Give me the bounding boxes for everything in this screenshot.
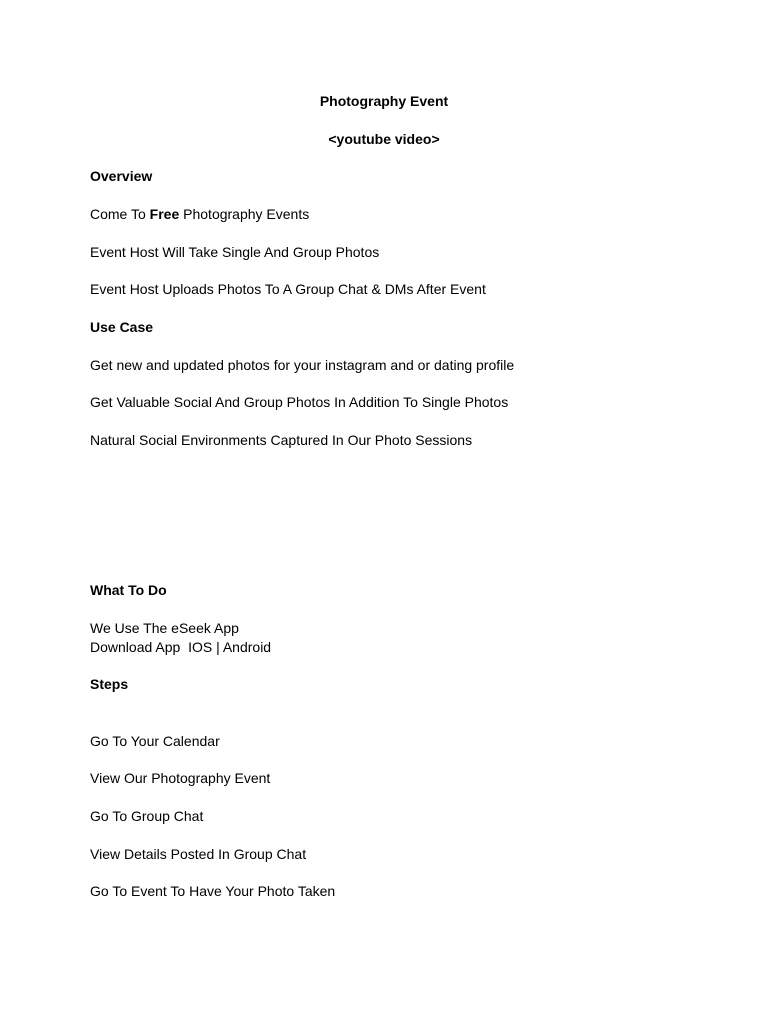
- overview-intro-emphasis: Free: [149, 206, 180, 222]
- step-item: Go To Event To Have Your Photo Taken: [90, 883, 336, 899]
- step-item: Go To Your Calendar: [90, 733, 220, 749]
- overview-heading: Overview: [90, 168, 153, 184]
- overview-item: Event Host Will Take Single And Group Photos: [90, 244, 380, 260]
- youtube-video-placeholder: <youtube video>: [328, 131, 440, 147]
- steps-heading: Steps: [90, 676, 129, 692]
- page-title: Photography Event: [319, 93, 449, 109]
- overview-intro: [90, 205, 309, 223]
- what-to-do-heading: What To Do: [90, 582, 167, 598]
- overview-intro-suffix: Photography Events: [179, 206, 310, 222]
- overview-intro-prefix: Come To: [90, 206, 150, 222]
- use-case-item: Get Valuable Social And Group Photos In Addition To Single Photos: [90, 394, 509, 410]
- download-line: Download App IOS | Android: [90, 639, 272, 655]
- use-case-item: Natural Social Environments Captured In Our Photo Sessions: [90, 432, 473, 448]
- step-item: Go To Group Chat: [90, 808, 204, 824]
- app-line: We Use The eSeek App: [90, 620, 239, 636]
- step-item: View Our Photography Event: [90, 770, 271, 786]
- use-case-item: Get new and updated photos for your instagram and or dating profile: [90, 357, 515, 373]
- overview-item: Event Host Uploads Photos To A Group Chat & DMs After Event: [90, 281, 486, 297]
- use-case-heading: Use Case: [90, 319, 154, 335]
- step-item: View Details Posted In Group Chat: [90, 846, 307, 862]
